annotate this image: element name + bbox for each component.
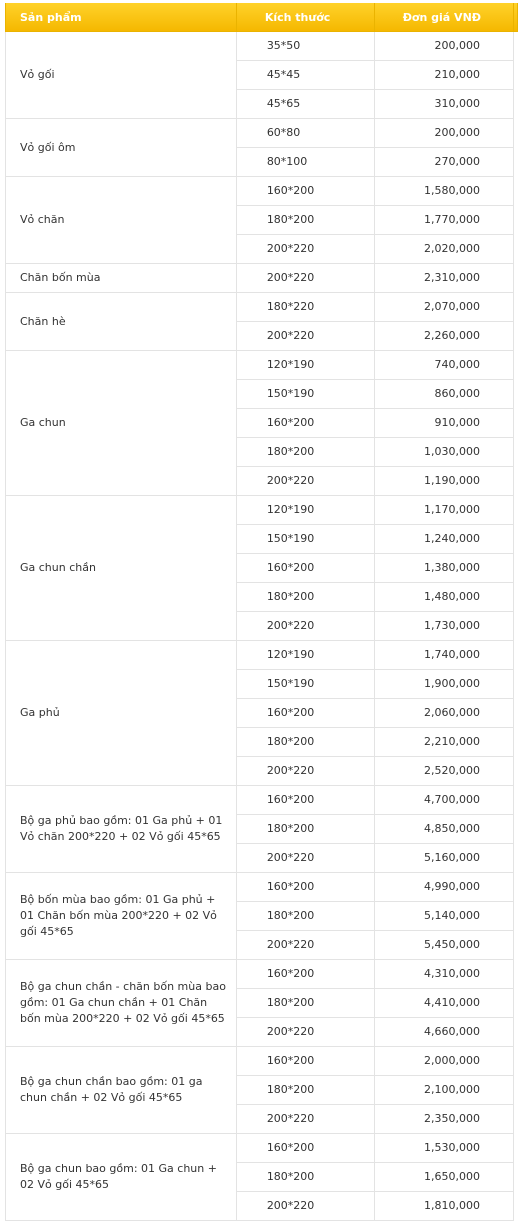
- size-cell: 180*200: [236, 1163, 375, 1192]
- price-cell: 310,000: [375, 90, 514, 119]
- size-cell: 180*200: [236, 1076, 375, 1105]
- price-cell: 5,160,000: [375, 844, 514, 873]
- price-cell: 270,000: [375, 148, 514, 177]
- row-spacer: [514, 757, 518, 786]
- size-cell: 150*190: [236, 380, 375, 409]
- row-spacer: [514, 380, 518, 409]
- row-spacer: [514, 293, 518, 322]
- price-cell: 2,210,000: [375, 728, 514, 757]
- row-spacer: [514, 815, 518, 844]
- table-row: [6, 32, 518, 61]
- size-cell: 200*220: [236, 235, 375, 264]
- row-spacer: [514, 1192, 518, 1221]
- size-cell: 160*200: [236, 960, 375, 989]
- header-price: Đơn giá VNĐ: [375, 3, 514, 32]
- size-cell: 160*200: [236, 554, 375, 583]
- row-spacer: [514, 641, 518, 670]
- size-cell: 120*190: [236, 351, 375, 380]
- size-cell: 160*200: [236, 786, 375, 815]
- table-row: [6, 264, 518, 293]
- row-spacer: [514, 206, 518, 235]
- product-name: Chăn bốn mùa: [6, 264, 237, 293]
- row-spacer: [514, 438, 518, 467]
- price-cell: 1,650,000: [375, 1163, 514, 1192]
- table-row: [6, 496, 518, 525]
- size-cell: 160*200: [236, 1047, 375, 1076]
- size-cell: 45*65: [236, 90, 375, 119]
- row-spacer: [514, 989, 518, 1018]
- price-cell: 2,350,000: [375, 1105, 514, 1134]
- size-cell: 200*220: [236, 467, 375, 496]
- price-cell: 1,480,000: [375, 583, 514, 612]
- row-spacer: [514, 177, 518, 206]
- table-row: [6, 177, 518, 206]
- product-name: Ga chun: [6, 351, 237, 496]
- price-cell: 2,310,000: [375, 264, 514, 293]
- size-cell: 45*45: [236, 61, 375, 90]
- product-name: Vỏ chăn: [6, 177, 237, 264]
- row-spacer: [514, 728, 518, 757]
- size-cell: 200*220: [236, 1018, 375, 1047]
- size-cell: 200*220: [236, 1105, 375, 1134]
- table-row: [6, 641, 518, 670]
- row-spacer: [514, 235, 518, 264]
- row-spacer: [514, 496, 518, 525]
- row-spacer: [514, 1105, 518, 1134]
- row-spacer: [514, 583, 518, 612]
- price-cell: 4,310,000: [375, 960, 514, 989]
- table-row: [6, 786, 518, 815]
- row-spacer: [514, 1134, 518, 1163]
- size-cell: 150*190: [236, 670, 375, 699]
- size-cell: 80*100: [236, 148, 375, 177]
- row-spacer: [514, 670, 518, 699]
- price-cell: 4,700,000: [375, 786, 514, 815]
- row-spacer: [514, 322, 518, 351]
- size-cell: 160*200: [236, 177, 375, 206]
- price-cell: 1,730,000: [375, 612, 514, 641]
- size-cell: 180*200: [236, 583, 375, 612]
- price-cell: 1,170,000: [375, 496, 514, 525]
- size-cell: 200*220: [236, 844, 375, 873]
- size-cell: 200*220: [236, 1192, 375, 1221]
- size-cell: 160*200: [236, 409, 375, 438]
- row-spacer: [514, 960, 518, 989]
- size-cell: 200*220: [236, 264, 375, 293]
- table-row: [6, 873, 518, 902]
- size-cell: 200*220: [236, 322, 375, 351]
- price-cell: 2,020,000: [375, 235, 514, 264]
- row-spacer: [514, 844, 518, 873]
- size-cell: 150*190: [236, 525, 375, 554]
- price-cell: 4,660,000: [375, 1018, 514, 1047]
- row-spacer: [514, 61, 518, 90]
- size-cell: 160*200: [236, 699, 375, 728]
- price-cell: 740,000: [375, 351, 514, 380]
- row-spacer: [514, 119, 518, 148]
- product-name: Bộ ga phủ bao gồm: 01 Ga phủ + 01 Vỏ chăn 200*220 + 02 Vỏ gối 45*65: [6, 786, 237, 873]
- price-cell: 5,140,000: [375, 902, 514, 931]
- product-name: Vỏ gối: [6, 32, 237, 119]
- product-name: Bộ ga chun bao gồm: 01 Ga chun + 02 Vỏ gối 45*65: [6, 1134, 237, 1221]
- product-name: Ga phủ: [6, 641, 237, 786]
- row-spacer: [514, 32, 518, 61]
- price-cell: 1,810,000: [375, 1192, 514, 1221]
- product-name: Bộ ga chun chần bao gồm: 01 ga chun chần + 02 Vỏ gối 45*65: [6, 1047, 237, 1134]
- price-cell: 1,900,000: [375, 670, 514, 699]
- product-name: Bộ bốn mùa bao gồm: 01 Ga phủ + 01 Chăn bốn mùa 200*220 + 02 Vỏ gối 45*65: [6, 873, 237, 960]
- size-cell: 200*220: [236, 931, 375, 960]
- row-spacer: [514, 931, 518, 960]
- row-spacer: [514, 612, 518, 641]
- table-row: [6, 119, 518, 148]
- row-spacer: [514, 409, 518, 438]
- price-cell: 5,450,000: [375, 931, 514, 960]
- price-cell: 1,530,000: [375, 1134, 514, 1163]
- table-row: [6, 351, 518, 380]
- row-spacer: [514, 1163, 518, 1192]
- row-spacer: [514, 467, 518, 496]
- row-spacer: [514, 90, 518, 119]
- price-cell: 2,000,000: [375, 1047, 514, 1076]
- size-cell: 180*200: [236, 815, 375, 844]
- row-spacer: [514, 699, 518, 728]
- size-cell: 120*190: [236, 641, 375, 670]
- size-cell: 60*80: [236, 119, 375, 148]
- size-cell: 180*220: [236, 293, 375, 322]
- price-table: [5, 3, 518, 1221]
- price-cell: 2,070,000: [375, 293, 514, 322]
- size-cell: 180*200: [236, 206, 375, 235]
- price-cell: 1,240,000: [375, 525, 514, 554]
- row-spacer: [514, 1076, 518, 1105]
- header-row: [6, 3, 518, 32]
- price-cell: 4,850,000: [375, 815, 514, 844]
- price-cell: 4,990,000: [375, 873, 514, 902]
- header-spacer: [514, 3, 518, 32]
- header-product: Sản phẩm: [6, 3, 237, 32]
- row-spacer: [514, 148, 518, 177]
- row-spacer: [514, 554, 518, 583]
- size-cell: 35*50: [236, 32, 375, 61]
- size-cell: 180*200: [236, 902, 375, 931]
- row-spacer: [514, 873, 518, 902]
- size-cell: 180*200: [236, 728, 375, 757]
- table-row: [6, 960, 518, 989]
- table-row: [6, 1134, 518, 1163]
- price-cell: 910,000: [375, 409, 514, 438]
- table-row: [6, 1047, 518, 1076]
- price-cell: 1,030,000: [375, 438, 514, 467]
- price-cell: 2,060,000: [375, 699, 514, 728]
- size-cell: 160*200: [236, 873, 375, 902]
- size-cell: 200*220: [236, 612, 375, 641]
- size-cell: 200*220: [236, 757, 375, 786]
- price-cell: 4,410,000: [375, 989, 514, 1018]
- price-cell: 1,380,000: [375, 554, 514, 583]
- price-cell: 2,100,000: [375, 1076, 514, 1105]
- price-table-body: [6, 32, 518, 1221]
- price-cell: 200,000: [375, 32, 514, 61]
- row-spacer: [514, 351, 518, 380]
- row-spacer: [514, 902, 518, 931]
- row-spacer: [514, 525, 518, 554]
- price-cell: 2,520,000: [375, 757, 514, 786]
- size-cell: 160*200: [236, 1134, 375, 1163]
- price-cell: 210,000: [375, 61, 514, 90]
- price-cell: 200,000: [375, 119, 514, 148]
- price-cell: 1,740,000: [375, 641, 514, 670]
- table-row: [6, 293, 518, 322]
- header-size: Kích thước: [236, 3, 375, 32]
- price-cell: 1,190,000: [375, 467, 514, 496]
- row-spacer: [514, 786, 518, 815]
- product-name: Ga chun chần: [6, 496, 237, 641]
- product-name: Bộ ga chun chần - chăn bốn mùa bao gồm: 01 Ga chun chần + 01 Chăn bốn mùa 200*220 + 02 Vỏ gối 45*65: [6, 960, 237, 1047]
- price-cell: 1,770,000: [375, 206, 514, 235]
- size-cell: 180*200: [236, 989, 375, 1018]
- price-cell: 860,000: [375, 380, 514, 409]
- product-name: Chăn hè: [6, 293, 237, 351]
- size-cell: 120*190: [236, 496, 375, 525]
- row-spacer: [514, 1047, 518, 1076]
- price-cell: 2,260,000: [375, 322, 514, 351]
- size-cell: 180*200: [236, 438, 375, 467]
- row-spacer: [514, 1018, 518, 1047]
- row-spacer: [514, 264, 518, 293]
- product-name: Vỏ gối ôm: [6, 119, 237, 177]
- price-cell: 1,580,000: [375, 177, 514, 206]
